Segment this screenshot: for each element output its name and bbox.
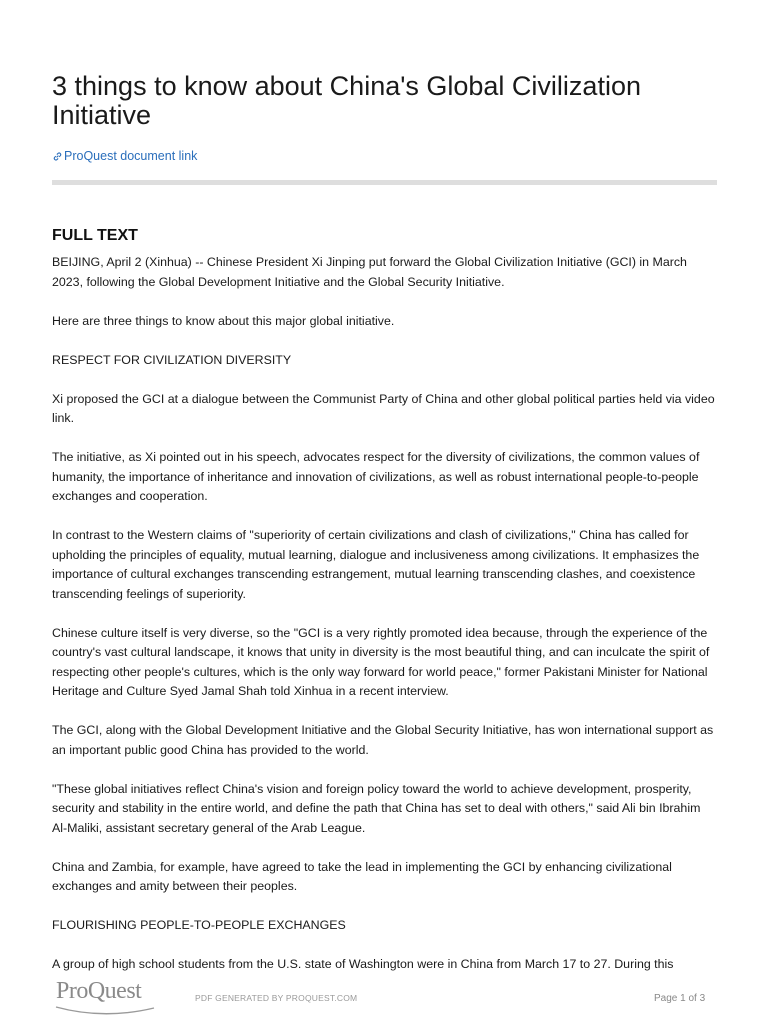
link-icon [52, 151, 63, 162]
proquest-logo: ProQuest [56, 978, 142, 1004]
paragraph: The initiative, as Xi pointed out in his speech, advocates respect for the diversity of civilizations, the common values of humanity, the importance of inheritance and innovation of civilizations, as well as robust international people-to-people exchanges and cooperation. [52, 450, 700, 503]
paragraph: Chinese culture itself is very diverse, so the "GCI is a very rightly promoted idea because, through the experience of the country's vast cultural landscape, it knows that unity in diversity is the most beautiful thing, and can inculcate the spirit of respecting other people's cultures, which is the only way forward for world peace," former Pakistani Minister for National Heritage and Culture Syed Jamal Shah told Xinhua in a recent interview. [52, 625, 710, 698]
logo-swoosh-icon [54, 1004, 158, 1018]
paragraph: The GCI, along with the Global Development Initiative and the Global Security Initiative, has won international support as an important public good China has provided to the world. [52, 723, 714, 757]
document-link-label: ProQuest document link [64, 149, 198, 163]
header-divider [52, 180, 717, 185]
page-number: Page 1 of 3 [654, 993, 706, 1004]
paragraph: BEIJING, April 2 (Xinhua) -- Chinese President Xi Jinping put forward the Global Civilization Initiative (GCI) in March 2023, following the Global Development Initiative and the Global Security Initiative. [52, 255, 687, 289]
paragraph: Here are three things to know about this major global initiative. [52, 313, 395, 328]
proquest-document-link[interactable] [52, 149, 197, 163]
page-footer [0, 972, 768, 1024]
article-body [52, 253, 717, 994]
paragraph: "These global initiatives reflect China's vision and foreign policy toward the world to achieve development, prosperity, security and stability in the entire world, and define the path that China has set to deal with others," said Ali bin Ibrahim Al-Maliki, assistant secretary general of the Arab League. [52, 781, 701, 835]
full-text-heading: FULL TEXT [52, 227, 138, 244]
document-title: 3 things to know about China's Global Civilization Initiative [52, 71, 641, 130]
subheading: FLOURISHING PEOPLE-TO-PEOPLE EXCHANGES [52, 918, 346, 932]
paragraph: In contrast to the Western claims of "superiority of certain civilizations and clash of civilizations," China has called for upholding the principles of equality, mutual learning, dialogue and inclusiveness among civilizations. It emphasizes the importance of cultural exchanges transcending estrangement, mutual learning transcending clashes, and coexistence transcending feelings of superiority. [52, 528, 700, 601]
pdf-generated-label: PDF GENERATED BY PROQUEST.COM [195, 993, 358, 1003]
subheading: RESPECT FOR CIVILIZATION DIVERSITY [52, 352, 292, 367]
paragraph: Xi proposed the GCI at a dialogue between the Communist Party of China and other global political parties held via video link. [52, 391, 715, 425]
paragraph: China and Zambia, for example, have agreed to take the lead in implementing the GCI by enhancing civilizational exchanges and amity between their peoples. [52, 859, 672, 893]
paragraph: A group of high school students from the U.S. state of Washington were in China from March 17 to 27. During this [52, 957, 674, 971]
